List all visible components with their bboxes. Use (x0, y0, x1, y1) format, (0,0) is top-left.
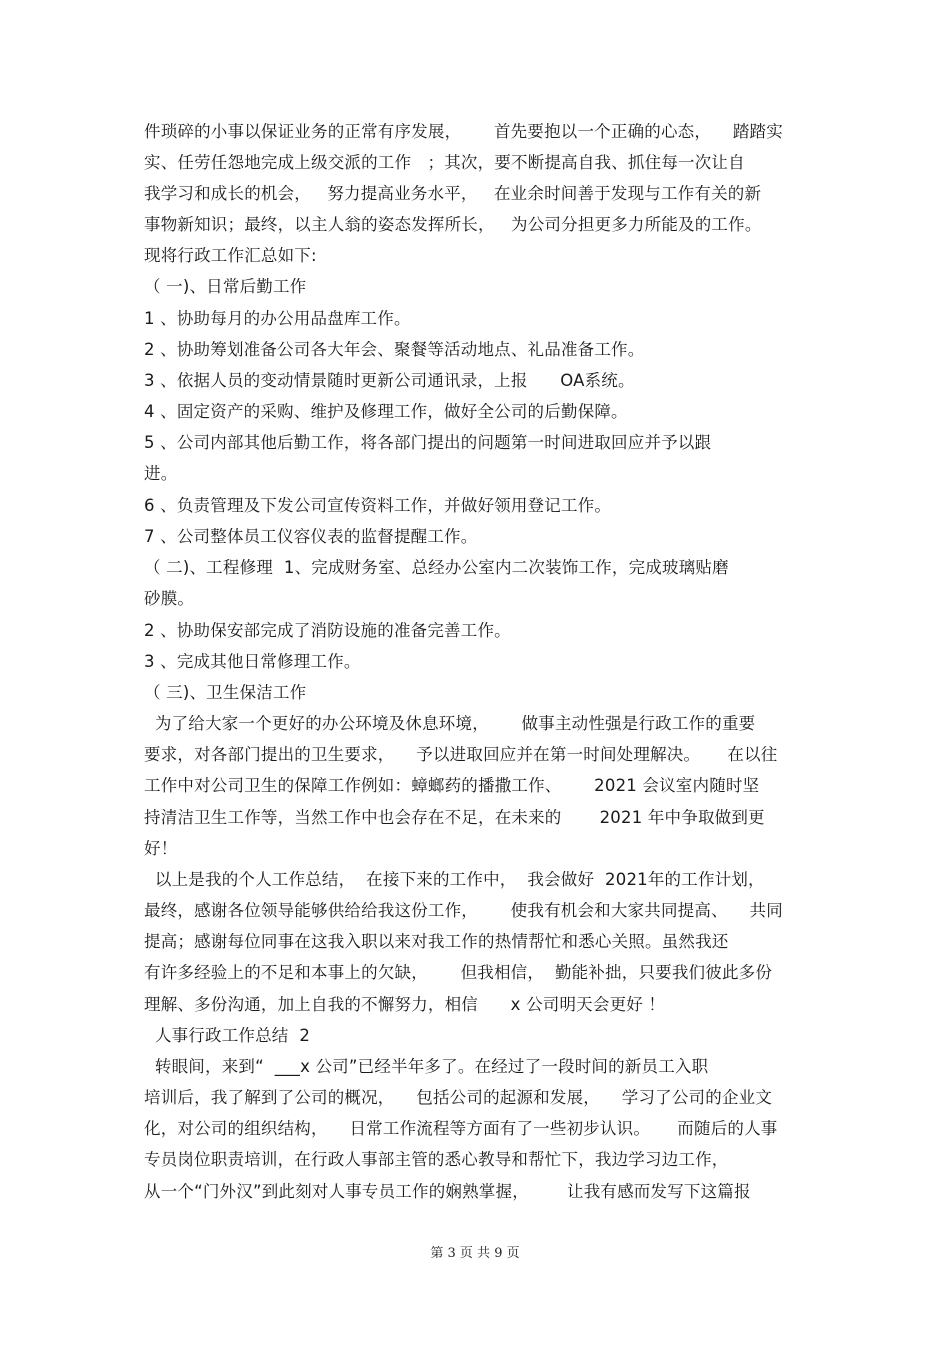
text-line: 2 、协助保安部完成了消防设施的准备完善工作。 (144, 621, 511, 640)
text-line: 有许多经验上的不足和本事上的欠缺， 但我相信， 勤能补拙，只要我们彼此多份 (144, 963, 773, 982)
text-line: 件琐碎的小事以保证业务的正常有序发展， 首先要抱以一个正确的心态， 踏踏实 (144, 122, 783, 141)
text-line: 理解、多份沟通，加上自我的不懈努力，相信 x 公司明天会更好 ！ (144, 995, 666, 1014)
text-line: 7 、公司整体员工仪容仪表的监督提醒工作。 (144, 527, 478, 546)
text-line: 人事行政工作总结 2 (144, 1026, 311, 1045)
text-line: 从一个“门外汉”到此刻对人事专员工作的娴熟掌握， 让我有感而发写下这篇报 (144, 1182, 751, 1201)
text-line: 提高；感谢每位同事在这我入职以来对我工作的热情帮忙和悉心关照。虽然我还 (144, 932, 729, 951)
text-line: 2 、协助筹划准备公司各大年会、聚餐等活动地点、礼品准备工作。 (144, 340, 645, 359)
text-line: 6 、负责管理及下发公司宣传资料工作，并做好领用登记工作。 (144, 496, 612, 515)
text-line: 培训后，我了解到了公司的概况， 包括公司的起源和发展， 学习了公司的企业文 (144, 1088, 773, 1107)
text-line: 5 、公司内部其他后勤工作，将各部门提出的问题第一时间进取回应并予以跟 (144, 433, 712, 452)
text-line: （ 三)、卫生保洁工作 (144, 683, 307, 702)
text-line: 3 、完成其他日常修理工作。 (144, 652, 361, 671)
text-line: 事物新知识；最终，以主人翁的姿态发挥所长， 为公司分担更多力所能及的工作。 (144, 215, 762, 234)
text-line: 要求，对各部门提出的卫生要求， 予以进取回应并在第一时间处理解决。 在以往 (144, 745, 778, 764)
text-line: 持清洁卫生工作等，当然工作中也会存在不足，在未来的 2021 年中争取做到更 (144, 808, 765, 827)
page-footer: 第 3 页 共 9 页 (430, 1246, 520, 1261)
text-line: 3 、依据人员的变动情景随时更新公司通讯录，上报 OA系统。 (144, 371, 635, 390)
text-line: 专员岗位职责培训，在行政人事部主管的悉心教导和帮忙下，我边学习边工作， (144, 1150, 729, 1169)
text-line: 最终，感谢各位领导能够供给给我这份工作， 使我有机会和大家共同提高、 共同 (144, 901, 783, 920)
text-line: 化，对公司的组织结构， 日常工作流程等方面有了一些初步认识。 而随后的人事 (144, 1119, 778, 1138)
text-line: 以上是我的个人工作总结， 在接下来的工作中， 我会做好 2021年的工作计划， (144, 870, 765, 889)
text-line: 4 、固定资产的采购、维护及修理工作，做好全公司的后勤保障。 (144, 402, 628, 421)
text-line: 我学习和成长的机会， 努力提高业务水平， 在业余时间善于发现与工作有关的新 (144, 184, 762, 203)
text-line: 实、任劳任怨地完成上级交派的工作 ；其次，要不断提高自我、抓住每一次让自 (144, 153, 745, 172)
text-line: 转眼间，来到“ ___x 公司”已经半年多了。在经过了一段时间的新员工入职 (144, 1057, 709, 1076)
text-line: （ 二)、工程修理 1、完成财务室、总经办公室内二次装饰工作，完成玻璃贴磨 (144, 558, 729, 577)
text-line: 工作中对公司卫生的保障工作例如：蟑螂药的播撒工作、 2021 会议室内随时坚 (144, 776, 760, 795)
text-line: 进。 (144, 464, 178, 483)
text-line: 砂膜。 (144, 589, 195, 608)
text-line: 为了给大家一个更好的办公环境及休息环境， 做事主动性强是行政工作的重要 (144, 714, 756, 733)
text-line: 1 、协助每月的办公用品盘库工作。 (144, 309, 411, 328)
text-line: 好！ (144, 839, 178, 858)
text-line: 现将行政工作汇总如下: (144, 246, 317, 265)
text-line: （ 一)、日常后勤工作 (144, 277, 307, 296)
